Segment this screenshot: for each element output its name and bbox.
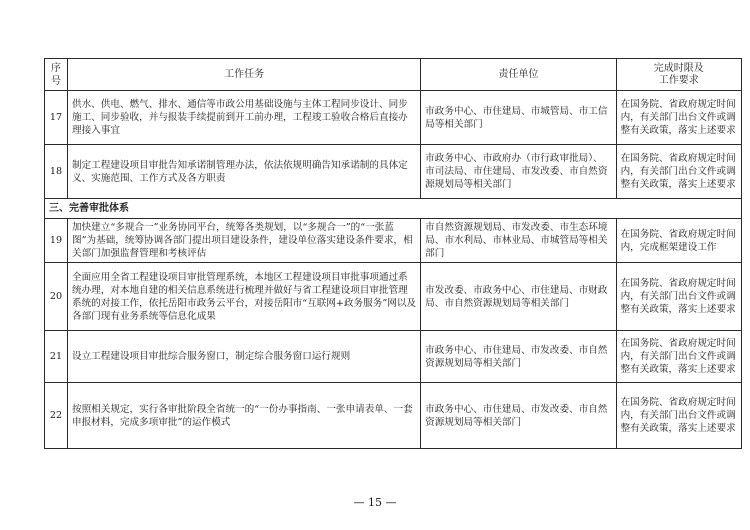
table-row [45, 383, 742, 449]
row-time: 在国务院、省政府规定时间内，有关部门出台文件或调整有关政策，落实上述要求 [616, 145, 741, 199]
row-task: 按照相关规定，实行各审批阶段全省统一的“一份办事指南、一张申请表单、一套申报材料，完成多项审批”的运作模式 [67, 383, 420, 449]
table-row [45, 331, 742, 383]
table-row [45, 263, 742, 331]
row-unit: 市政务中心、市住建局、市发改委、市自然资源规划局等相关部门 [421, 383, 616, 449]
table-header-row [45, 59, 742, 91]
row-task: 制定工程建设项目审批告知承诺制管理办法，依法依规明确告知承诺制的具体定义、实施范围、工作方式及各方职责 [67, 145, 420, 199]
row-unit: 市政务中心、市住建局、市城管局、市工信局等相关部门 [421, 91, 616, 145]
header-time: 完成时限及 工作要求 [616, 59, 741, 91]
table-row [45, 91, 742, 145]
row-unit: 市发改委、市政务中心、市住建局、市财政局、市自然资源规划局等相关部门 [421, 263, 616, 331]
row-number: 18 [45, 145, 68, 199]
row-time: 在国务院、省政府规定时间内，完成框架建设工作 [616, 219, 741, 263]
row-time: 在国务院、省政府规定时间内，有关部门出台文件或调整有关政策，落实上述要求 [616, 383, 741, 449]
header-unit: 责任单位 [421, 59, 616, 91]
row-time: 在国务院、省政府规定时间内，有关部门出台文件或调整有关政策，落实上述要求 [616, 331, 741, 383]
section-heading: 三、完善审批体系 [45, 199, 742, 219]
row-number: 22 [45, 383, 68, 449]
row-task: 全面应用全省工程建设项目审批管理系统，本地区工程建设项目审批事项通过系统办理，对本地自建的相关信息系统进行梳理并做好与省工程建设项目审批管理系统的对接工作，依托岳阳市政务云平台，对接岳阳市“互联网+政务服务”网以及各部门现有业务系统等信息化成果 [67, 263, 420, 331]
task-table [44, 58, 742, 449]
row-unit: 市政务中心、市住建局、市发改委、市自然资源规划局等相关部门 [421, 331, 616, 383]
row-time: 在国务院、省政府规定时间内，有关部门出台文件或调整有关政策，落实上述要求 [616, 263, 741, 331]
header-task: 工作任务 [67, 59, 420, 91]
row-number: 19 [45, 219, 68, 263]
row-number: 21 [45, 331, 68, 383]
row-unit: 市自然资源规划局、市发改委、市生态环境局、市水利局、市林业局、市城管局等相关部门 [421, 219, 616, 263]
page-number: — 15 — [353, 496, 397, 509]
header-no: 序号 [45, 59, 68, 91]
row-number: 20 [45, 263, 68, 331]
row-task: 加快建立“多规合一”业务协同平台，统筹各类规划，以“多规合一”的“一张蓝图”为基础，统筹协调各部门提出项目建设条件，建设单位落实建设条件要求，相关部门加强监督管理和考核评估 [67, 219, 420, 263]
row-task: 设立工程建设项目审批综合服务窗口，制定综合服务窗口运行规则 [67, 331, 420, 383]
table-row [45, 145, 742, 199]
row-unit: 市政务中心、市政府办（市行政审批局）、市司法局、市住建局、市发改委、市自然资源规划局等相关部门 [421, 145, 616, 199]
row-time: 在国务院、省政府规定时间内，有关部门出台文件或调整有关政策，落实上述要求 [616, 91, 741, 145]
table-row [45, 219, 742, 263]
row-number: 17 [45, 91, 68, 145]
row-task: 供水、供电、燃气、排水、通信等市政公用基础设施与主体工程同步设计、同步施工、同步验收，并与报装手续提前到开工前办理，工程竣工验收合格后直接办理接入事宜 [67, 91, 420, 145]
section-heading-row [45, 199, 742, 219]
